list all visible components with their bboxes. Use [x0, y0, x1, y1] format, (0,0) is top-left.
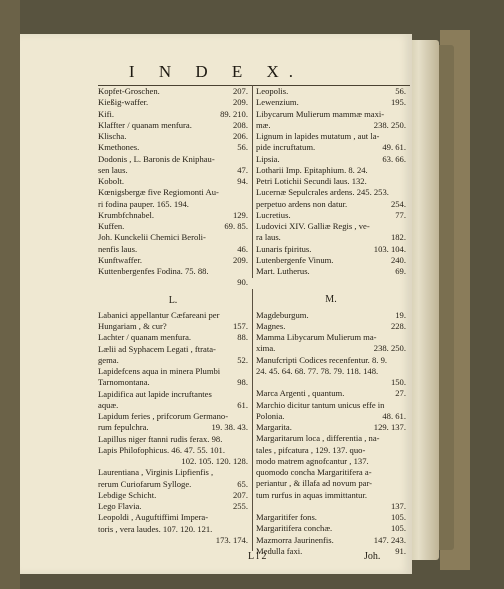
- entry-pages: 206.: [232, 131, 248, 141]
- index-entry: [98, 255, 248, 266]
- entry-pages: 254.: [390, 198, 406, 209]
- entry-pages: [244, 310, 248, 321]
- entry-pages: [402, 355, 406, 366]
- column-divider-top: [252, 85, 253, 278]
- index-entry: [98, 131, 248, 142]
- index-entry: [98, 332, 248, 343]
- entry-term: Manufcripti Codices recenfentur. 8. 9.: [256, 354, 388, 365]
- entry-term: Kießig-waffer.: [98, 97, 149, 108]
- entry-term: toris , vera laudes. 107. 120. 121.: [98, 523, 213, 534]
- entry-term: Kunftwaffer.: [98, 254, 142, 265]
- entry-pages: [402, 131, 406, 142]
- index-entry: [256, 411, 406, 422]
- entry-term: sen laus.: [98, 164, 128, 175]
- entry-term: Lapillus niger ftanni rudis ferax. 98.: [98, 433, 223, 444]
- entry-pages: 69. 85.: [224, 221, 248, 231]
- index-entry: [256, 86, 406, 97]
- entry-term: Labanici appellantur Cæfareani per: [98, 309, 220, 320]
- right-top-entries: [256, 86, 406, 277]
- index-entry: [256, 445, 406, 456]
- index-entry: [98, 434, 248, 445]
- entry-term: rum fepulchra.: [98, 422, 149, 433]
- entry-pages: [244, 154, 248, 165]
- entry-term: Klaffter / quanam menfura.: [98, 119, 192, 130]
- index-entry: [256, 266, 406, 277]
- index-entry: [98, 377, 248, 388]
- index-entry: [98, 120, 248, 131]
- entry-term: Lucernæ Sepulcrales ardens. 245. 253.: [256, 187, 389, 198]
- entry-term: Lapis Philofophicus. 46. 47. 55. 101.: [98, 444, 225, 455]
- entry-pages: 61.: [237, 399, 248, 410]
- entry-pages: 47.: [237, 164, 248, 175]
- left-column: [98, 86, 248, 546]
- index-entry: [98, 479, 248, 490]
- entry-term: Medulla faxi.: [256, 545, 303, 556]
- section-heading-l: L.: [168, 294, 178, 306]
- index-entry: [256, 321, 406, 332]
- entry-pages: 88.: [237, 332, 248, 343]
- entry-pages: 27.: [395, 388, 406, 399]
- entry-term: Kuttenbergenfes Fodina. 75. 88.: [98, 266, 209, 276]
- index-entry: [98, 400, 248, 411]
- index-entry: [98, 266, 248, 277]
- entry-pages: [244, 344, 248, 355]
- entry-pages: 65.: [237, 478, 248, 489]
- index-entry: [256, 456, 406, 467]
- entry-pages: [402, 445, 406, 456]
- entry-pages: 137.: [390, 500, 406, 511]
- index-entry: [98, 199, 248, 210]
- entry-term: Dodonis , L. Baronis de Kniphau-: [98, 153, 215, 164]
- entry-term: Kuffen.: [98, 221, 125, 231]
- index-entry: [256, 388, 406, 399]
- left-background: [0, 0, 20, 589]
- entry-term: Libycarum Mulierum mammæ maxi-: [256, 108, 385, 119]
- index-entry: [98, 97, 248, 108]
- entry-term: Lapidifica aut lapide incruftantes: [98, 388, 212, 399]
- entry-pages: 255.: [232, 501, 248, 511]
- entry-pages: [244, 411, 248, 422]
- index-entry: [256, 355, 406, 366]
- index-entry: [98, 187, 248, 198]
- index-entry: [98, 445, 248, 456]
- entry-pages: [402, 187, 406, 198]
- entry-term: Mamma Libycarum Mulierum ma-: [256, 332, 377, 342]
- entry-term: Polonia.: [256, 410, 285, 421]
- book-page: [20, 34, 412, 574]
- entry-pages: 157.: [232, 321, 248, 331]
- catchword: Joh.: [364, 551, 381, 562]
- entry-pages: [244, 389, 248, 400]
- entry-term: Kopfet-Groschen.: [98, 86, 160, 96]
- entry-term: tales , pifcatura , 129. 137. quo-: [256, 444, 366, 455]
- entry-pages: 228.: [390, 320, 406, 331]
- entry-pages: 19. 38. 43.: [211, 422, 248, 433]
- index-entry: [98, 535, 248, 546]
- entry-term: quomodo concha Margaritifera a-: [256, 467, 372, 477]
- entry-pages: 89. 210.: [220, 108, 248, 119]
- index-entry: [98, 512, 248, 523]
- entry-pages: [402, 109, 406, 120]
- entry-pages: [244, 445, 248, 456]
- entry-term: Ludovici XIV. Galliæ Regis , ve-: [256, 221, 370, 231]
- entry-term: Laurentiana , Virginis Lipfienfis ,: [98, 467, 214, 478]
- entry-term: Kœnigsbergæ five Regiomonti Au-: [98, 187, 219, 198]
- index-entry: [256, 97, 406, 108]
- entry-pages: 98.: [237, 377, 248, 388]
- index-entry: [98, 321, 248, 332]
- entry-term: Lebdige Schicht.: [98, 489, 157, 500]
- entry-pages: [244, 366, 248, 377]
- entry-term: Kmethones.: [98, 142, 140, 153]
- entry-pages: 129.: [232, 209, 248, 220]
- entry-pages: 207.: [232, 86, 248, 96]
- index-entry: [256, 244, 406, 255]
- entry-pages: 56.: [395, 86, 406, 96]
- entry-term: tum rurfus in aquas immittantur.: [256, 489, 367, 500]
- index-entry: [98, 501, 248, 512]
- index-entry: [98, 244, 248, 255]
- index-entry: [256, 490, 406, 501]
- signature-mark: L l 2: [248, 551, 267, 562]
- left-top-entries: [98, 86, 248, 289]
- entry-pages: 182.: [390, 232, 406, 243]
- index-entry: [256, 535, 406, 546]
- entry-pages: [244, 467, 248, 478]
- entry-term: Lucretius.: [256, 209, 291, 220]
- entry-term: Marchio dicitur tantum unicus effe in: [256, 399, 385, 410]
- entry-pages: 150.: [390, 377, 406, 387]
- index-entry: [256, 199, 406, 210]
- entry-term: Lewenzium.: [256, 97, 299, 108]
- right-column: [256, 86, 406, 557]
- entry-pages: [402, 165, 406, 176]
- entry-pages: 94.: [237, 176, 248, 186]
- entry-pages: 105.: [390, 523, 406, 534]
- index-entry: [256, 433, 406, 444]
- entry-term: Joh. Kunckelii Chemici Beroli-: [98, 232, 206, 243]
- index-entry: [256, 366, 406, 377]
- entry-pages: 90.: [237, 277, 248, 288]
- entry-term: Lutenbergenfe Vinum.: [256, 254, 334, 265]
- index-entry: [256, 343, 406, 354]
- entry-pages: [244, 187, 248, 198]
- entry-term: mæ.: [256, 119, 271, 130]
- index-entry: [256, 332, 406, 343]
- entry-pages: 209.: [232, 254, 248, 265]
- entry-pages: [244, 266, 248, 277]
- index-entry: [256, 422, 406, 433]
- index-entry: [98, 467, 248, 478]
- entry-term: Krumbfchnabel.: [98, 209, 155, 220]
- entry-pages: [402, 332, 406, 343]
- entry-term: 24. 45. 64. 68. 77. 78. 79. 118. 148.: [256, 365, 379, 376]
- entry-pages: 91.: [395, 545, 406, 556]
- entry-pages: [402, 221, 406, 232]
- index-entry: [98, 176, 248, 187]
- entry-pages: [402, 400, 406, 411]
- index-entry: [256, 546, 406, 557]
- entry-term: aquæ.: [98, 399, 119, 410]
- entry-pages: [402, 433, 406, 444]
- entry-pages: [244, 524, 248, 535]
- index-entry: [256, 467, 406, 478]
- index-entry: [98, 422, 248, 433]
- index-entry: [256, 187, 406, 198]
- entry-pages: 52.: [237, 354, 248, 365]
- entry-pages: 208.: [232, 119, 248, 130]
- entry-term: Kobolt.: [98, 176, 125, 186]
- right-bottom-entries: [256, 310, 406, 558]
- entry-term: Margarita.: [256, 422, 292, 432]
- entry-term: Lipsia.: [256, 153, 280, 164]
- entry-term: nenfis laus.: [98, 243, 138, 254]
- entry-pages: [244, 199, 248, 210]
- index-entry: [98, 86, 248, 97]
- entry-term: Margaritifer fons.: [256, 512, 317, 522]
- entry-term: Kifi.: [98, 108, 114, 119]
- entry-pages: [402, 478, 406, 489]
- entry-term: ri fodina pauper. 165. 194.: [98, 198, 189, 209]
- entry-term: modo matrem agnofcantur , 137.: [256, 455, 369, 466]
- entry-term: Marca Argenti , quantum.: [256, 388, 345, 399]
- index-entry: [98, 165, 248, 176]
- entry-pages: 207.: [232, 489, 248, 500]
- entry-term: Margaritarum loca , differentia , na-: [256, 433, 380, 444]
- entry-pages: [402, 176, 406, 187]
- entry-term: perpetuo ardens non datur.: [256, 198, 348, 209]
- index-entry: [98, 456, 248, 467]
- column-divider-bottom: [252, 289, 253, 551]
- index-entry: [256, 109, 406, 120]
- entry-pages: 46.: [237, 243, 248, 254]
- index-entry: [256, 120, 406, 131]
- index-entry: [256, 478, 406, 489]
- index-entry: [98, 109, 248, 120]
- entry-term: Lachter / quanam menfura.: [98, 332, 192, 343]
- entry-term: Margaritifera conchæ.: [256, 523, 333, 534]
- entry-pages: 105.: [390, 512, 406, 522]
- entry-term: Leopoldi , Auguftiffimi Impera-: [98, 512, 209, 523]
- index-entry: [256, 165, 406, 176]
- entry-term: Magdeburgum.: [256, 309, 309, 320]
- index-entry: [98, 310, 248, 321]
- index-entry: [256, 310, 406, 321]
- index-entry: [256, 210, 406, 221]
- index-entry: [98, 355, 248, 366]
- entry-term: Magnes.: [256, 320, 286, 331]
- index-entry: [98, 389, 248, 400]
- entry-term: Klischa.: [98, 131, 127, 141]
- entry-term: Petri Lotichii Secundi laus. 132.: [256, 176, 367, 186]
- entry-term: Lunaris fpiritus.: [256, 243, 312, 254]
- entry-pages: [402, 467, 406, 478]
- entry-term: Lapidum feries , prifcorum Germano-: [98, 411, 229, 421]
- index-entry: [98, 490, 248, 501]
- entry-term: periantur , & illafa ad novum par-: [256, 478, 373, 489]
- entry-pages: 238. 250.: [373, 343, 406, 354]
- entry-term: Leopolis.: [256, 86, 289, 96]
- entry-term: xima.: [256, 343, 276, 354]
- index-entry: [256, 232, 406, 243]
- index-entry: [98, 142, 248, 153]
- entry-pages: [244, 232, 248, 243]
- index-entry: [98, 210, 248, 221]
- entry-pages: [402, 490, 406, 501]
- entry-term: Tarnomontana.: [98, 377, 150, 388]
- index-entry: [98, 411, 248, 422]
- entry-term: Mazmorra Jaurinenfis.: [256, 534, 334, 545]
- page-title: I N D E X.: [128, 62, 304, 81]
- entry-pages: 63. 66.: [382, 153, 406, 164]
- entry-pages: 19.: [395, 309, 406, 320]
- entry-pages: 240.: [390, 254, 406, 265]
- entry-term: Hungariam , & cur?: [98, 321, 167, 331]
- entry-term: Mart. Lutherus.: [256, 266, 310, 276]
- entry-pages: 69.: [395, 266, 406, 276]
- index-entry: [256, 512, 406, 523]
- entry-term: Lego Flavia.: [98, 501, 142, 511]
- entry-term: Lælii ad Syphacem Legati , ftrata-: [98, 343, 216, 354]
- entry-pages: 129. 137.: [373, 422, 406, 432]
- index-entry: [256, 377, 406, 388]
- entry-pages: 173. 174.: [215, 534, 248, 545]
- entry-pages: 195.: [390, 97, 406, 108]
- entry-term: gema.: [98, 354, 119, 365]
- entry-pages: 56.: [237, 142, 248, 153]
- index-entry: [98, 344, 248, 355]
- index-entry: [98, 524, 248, 535]
- index-entry: [256, 176, 406, 187]
- index-entry: [256, 142, 406, 153]
- entry-pages: 49. 61.: [382, 142, 406, 153]
- entry-pages: [402, 456, 406, 467]
- entry-pages: 209.: [232, 97, 248, 108]
- entry-term: Lapidefcens aqua in minera Plumbi: [98, 366, 221, 376]
- entry-pages: 102. 105. 120. 128.: [181, 456, 248, 466]
- entry-pages: [244, 434, 248, 445]
- entry-term: ra laus.: [256, 232, 281, 243]
- entry-term: Lotharii Imp. Epitaphium. 8. 24.: [256, 164, 368, 175]
- entry-pages: 147. 243.: [373, 534, 406, 545]
- index-entry: [98, 232, 248, 243]
- index-entry: [256, 131, 406, 142]
- entry-term: pide incruftatum.: [256, 142, 316, 153]
- entry-pages: 48. 61.: [382, 410, 406, 421]
- entry-pages: 238. 250.: [373, 119, 406, 130]
- index-entry: [256, 154, 406, 165]
- index-entry: [256, 255, 406, 266]
- index-entry: [256, 501, 406, 512]
- entry-pages: [402, 366, 406, 377]
- left-bottom-entries: [98, 310, 248, 546]
- index-entry: [98, 277, 248, 288]
- index-entry: [98, 221, 248, 232]
- index-entry: [98, 154, 248, 165]
- section-heading-m: M.: [325, 294, 337, 306]
- index-entry: [256, 221, 406, 232]
- index-entry: [256, 400, 406, 411]
- entry-pages: 77.: [395, 209, 406, 220]
- index-entry: [256, 523, 406, 534]
- entry-term: Lignum in lapides mutatum , aut la-: [256, 131, 380, 141]
- index-entry: [98, 366, 248, 377]
- entry-pages: 103. 104.: [373, 243, 406, 254]
- entry-pages: [244, 512, 248, 523]
- entry-term: rerum Curiofarum Sylloge.: [98, 478, 192, 489]
